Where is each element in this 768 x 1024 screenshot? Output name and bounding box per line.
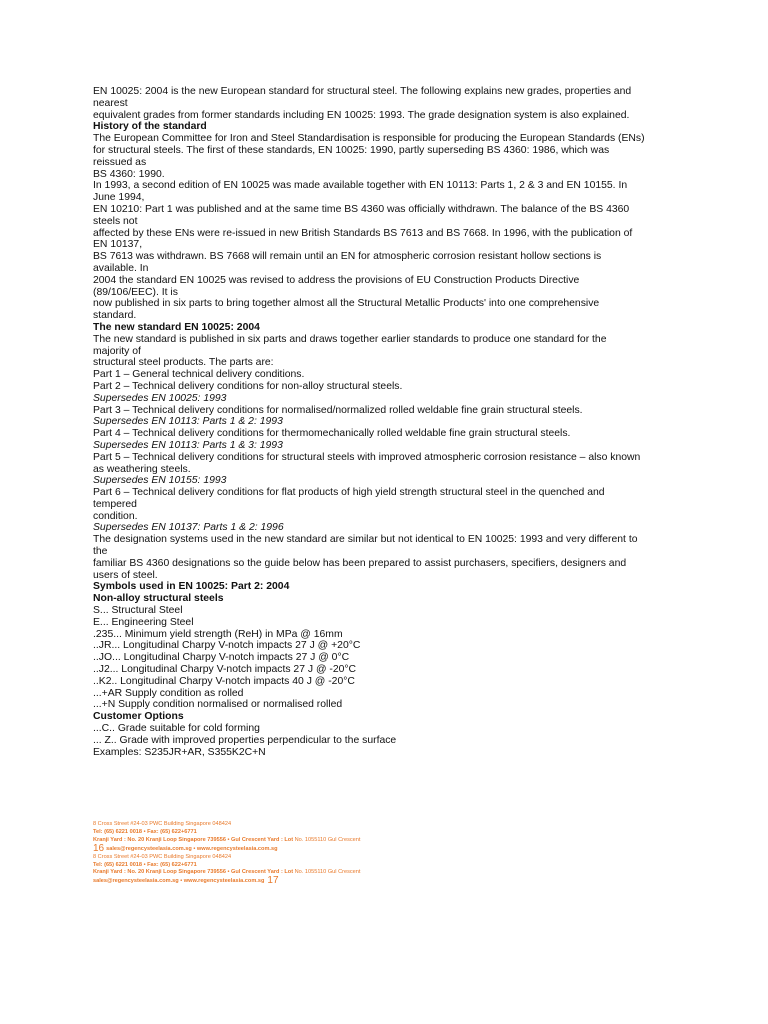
text-line: the <box>93 546 108 558</box>
footer-email-row <box>93 842 513 854</box>
text-line: ...C.. Grade suitable for cold forming <box>93 723 260 735</box>
text-line: EN 10210: Part 1 was published and at the same time BS 4360 was officially withdrawn. The balance of the BS 4360 <box>93 203 630 215</box>
text-line: BS 7613 was withdrawn. BS 7668 will remain until an EN for atmospheric corrosion resistant hollow sections is <box>93 251 602 263</box>
document-body <box>93 86 673 758</box>
footer-yards <box>93 837 513 845</box>
text-line: equivalent grades from former standards including EN 10025: 1993. The grade designation system is also explained. <box>93 109 630 121</box>
section-heading: Non-alloy structural steels <box>93 593 224 605</box>
page-number-left: 16 <box>93 842 105 854</box>
footer-address: 8 Cross Street #24-03 PWC Building Singapore 048424 <box>93 821 232 827</box>
text-line: Supersedes EN 10113: Parts 1 & 3: 1993 <box>93 439 283 451</box>
text-line: Part 3 – Technical delivery conditions for normalised/normalized rolled weldable fine grain structural steels. <box>93 404 583 416</box>
footer-yards-2-a: Kranji Yard : No. 20 Kranji Loop Singapore 739556 • Gul Crescent Yard : Lot <box>93 869 294 876</box>
text-line: users of steel. <box>93 569 158 581</box>
footer-contact: Tel: (65) 6221 0018 • Fax: (65) 622+6771 <box>93 828 197 835</box>
text-line: Examples: S235JR+AR, S355K2C+N <box>93 746 266 758</box>
footer-email: sales@regencysteelasia.com.sg • www.regencysteelasia.com.sg <box>106 845 278 852</box>
text-line: affected by these ENs were re-issued in new British Standards BS 7613 and BS 7668. In 1996, with the publication of <box>93 227 633 239</box>
text-line: now published in six parts to bring together almost all the Structural Metallic Products' into one comprehensive <box>93 298 600 310</box>
text-line: E... Engineering Steel <box>93 616 194 628</box>
text-line: June 1994, <box>93 192 145 204</box>
footer-email-2: sales@regencysteelasia.com.sg • www.regencysteelasia.com.sg <box>93 878 265 885</box>
footer-contact-2: Tel: (65) 6221 0018 • Fax: (65) 622+6771 <box>93 861 197 868</box>
text-line: 2004 the standard EN 10025 was revised to address the provisions of EU Construction Products Directive <box>93 274 580 286</box>
text-line: ..J2... Longitudinal Charpy V-notch impacts 27 J @ -20°C <box>93 664 357 676</box>
text-line: tempered <box>93 498 137 510</box>
footer-email-row-2 <box>93 877 513 886</box>
text-line: ...+AR Supply condition as rolled <box>93 687 244 699</box>
text-line: for structural steels. The first of these standards, EN 10025: 1990, partly superseding BS 4360: 1986, which was <box>93 144 610 156</box>
text-line: reissued as <box>93 156 147 168</box>
text-line: Part 6 – Technical delivery conditions for flat products of high yield strength structural steel in the quenched and <box>93 487 605 499</box>
text-line: Supersedes EN 10113: Parts 1 & 2: 1993 <box>93 416 283 428</box>
section-heading: The new standard EN 10025: 2004 <box>93 321 260 333</box>
text-line: EN 10025: 2004 is the new European standard for structural steel. The following explains new grades, properties and <box>93 86 632 97</box>
text-line: ...+N Supply condition normalised or normalised rolled <box>93 699 343 711</box>
footer-yards-a: Kranji Yard : No. 20 Kranji Loop Singapore 739556 • Gul Crescent Yard : Lot <box>93 836 294 843</box>
text-line: Supersedes EN 10155: 1993 <box>93 475 227 487</box>
text-line: BS 4360: 1990. <box>93 168 165 180</box>
text-line: majority of <box>93 345 141 357</box>
section-heading: Customer Options <box>93 711 184 723</box>
text-line: .235... Minimum yield strength (ReH) in MPa @ 16mm <box>93 628 343 640</box>
text-line: Supersedes EN 10137: Parts 1 & 2: 1996 <box>93 522 284 534</box>
text-line: (89/106/EEC). It is <box>93 286 178 298</box>
section-heading: Symbols used in EN 10025: Part 2: 2004 <box>93 581 290 593</box>
text-line: steels not <box>93 215 138 227</box>
text-line: ... Z.. Grade with improved properties perpendicular to the surface <box>93 734 397 746</box>
text-line: Supersedes EN 10025: 1993 <box>93 392 227 404</box>
text-line: The European Committee for Iron and Steel Standardisation is responsible for producing the European Standards (ENs) <box>93 133 645 145</box>
footer-address-2: 8 Cross Street #24-03 PWC Building Singapore 048424 <box>93 853 232 860</box>
text-line: familiar BS 4360 designations so the guide below has been prepared to assist purchasers, specifiers, designers and <box>93 557 627 569</box>
text-line: standard. <box>93 310 137 322</box>
footer-yards-2-b: No. 1055110 Gul Crescent <box>294 869 361 876</box>
text-line: condition. <box>93 510 138 522</box>
text-line: Part 5 – Technical delivery conditions for structural steels with improved atmospheric corrosion resistance – also known <box>93 451 641 463</box>
page-number-right: 17 <box>267 875 279 887</box>
text-line: nearest <box>93 97 128 109</box>
text-line: ..JO... Longitudinal Charpy V-notch impacts 27 J @ 0°C <box>93 652 350 664</box>
footer-yards-b: No. 1055110 Gul Crescent <box>294 836 361 843</box>
text-line: The new standard is published in six parts and draws together earlier standards to produce one standard for the <box>93 333 607 345</box>
text-line: Part 4 – Technical delivery conditions for thermomechanically rolled weldable fine grain structural steels. <box>93 428 571 440</box>
footer-yards-2 <box>93 869 513 877</box>
text-line: structural steel products. The parts are: <box>93 357 274 369</box>
page-footer <box>93 821 513 886</box>
text-line: In 1993, a second edition of EN 10025 was made available together with EN 10113: Parts 1, 2 & 3 and EN 10155. In <box>93 180 628 192</box>
text-line: Part 2 – Technical delivery conditions for non-alloy structural steels. <box>93 380 403 392</box>
text-line: The designation systems used in the new standard are similar but not identical to EN 10025: 1993 and very different to <box>93 534 638 546</box>
text-line: ..K2.. Longitudinal Charpy V-notch impacts 40 J @ -20°C <box>93 675 355 687</box>
text-line: EN 10137, <box>93 239 143 251</box>
text-line: S... Structural Steel <box>93 605 183 617</box>
text-line: ..JR... Longitudinal Charpy V-notch impacts 27 J @ +20°C <box>93 640 361 652</box>
section-heading: History of the standard <box>93 121 207 133</box>
text-line: Part 1 – General technical delivery conditions. <box>93 369 305 381</box>
text-line: as weathering steels. <box>93 463 191 475</box>
text-line: available. In <box>93 262 149 274</box>
